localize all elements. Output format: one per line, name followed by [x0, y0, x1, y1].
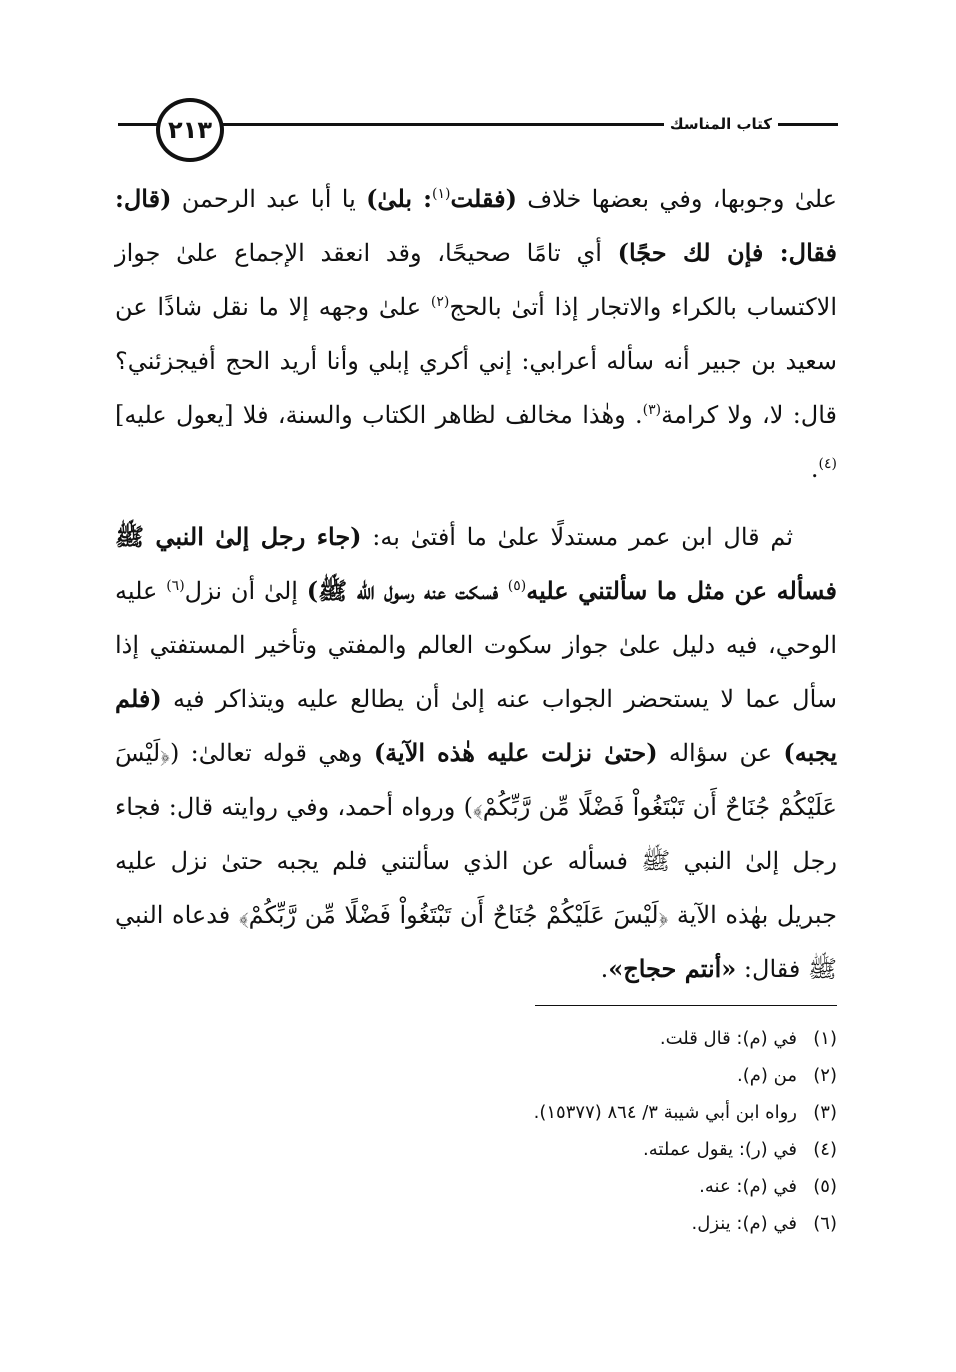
main-text — [115, 172, 837, 996]
hadith-quote: فسكت عنه رسول الله ﷺ) — [306, 576, 508, 605]
footnote — [400, 1020, 837, 1057]
page-header — [118, 95, 838, 159]
footnote-ref: (٢) — [430, 294, 450, 310]
text-run: يا أبا عبد الرحمن — [171, 185, 367, 213]
footnote-text: في (م): عنه. — [699, 1176, 797, 1197]
footnote-ref: (١) — [431, 186, 451, 202]
paragraph-1 — [115, 172, 837, 496]
footnote-text: في (م): قال قلت. — [659, 1028, 797, 1049]
footnote — [400, 1094, 837, 1131]
footnote — [400, 1168, 837, 1205]
footnote-ref: (٦) — [166, 578, 185, 594]
footnote-text: من (م). — [737, 1065, 797, 1086]
footnote — [400, 1205, 837, 1242]
text-run: إلىٰ أن نزل — [184, 577, 307, 605]
hadith-quote: : بلىٰ) — [366, 184, 432, 213]
hadith-quote: (جاء رجل إلىٰ النبي ﷺ فسأله عن مثل ما سألتني عليه — [115, 522, 837, 605]
footnote-ref: (٤) — [818, 456, 837, 472]
text-run: ثم قال ابن عمر مستدلًا علىٰ ما أفتىٰ به: — [361, 523, 794, 551]
page-number: ٢١٣ — [156, 98, 224, 162]
text-run: عليه الوحي، فيه دليل علىٰ جواز سكوت العالم والمفتي وتأخير المستفتي إذا سأل عما لا يستحضر الجواب عنه إلىٰ أن يطالع عليه ويتذاكر فيه — [115, 577, 837, 713]
footnote-number: (٦) — [813, 1213, 837, 1234]
footnote-number: (٥) — [813, 1176, 837, 1197]
text-run: وهي قوله تعالىٰ: — [179, 739, 374, 767]
text-run: . وهٰذا مخالف لظاهر الكتاب والسنة، فلا [يعول عليه] — [115, 401, 643, 429]
text-run: ورواه أحمد، وفي روايته قال: فجاء رجل إلىٰ النبي ﷺ فسأله عن الذي سألتني فلم يجبه حتىٰ نزل عليه جبريل بهٰذه الآية ﴿لَيْسَ عَلَيْكُمْ جُنَاحٌ أَن تَبْتَغُواْ فَضْلًا مِّن رَّبِّكُمْ﴾ فدعاه النبي ﷺ فقال: — [115, 793, 837, 983]
footnote-number: (٤) — [813, 1139, 837, 1160]
footnote-text: في (ر): يقول عملته. — [643, 1139, 797, 1160]
footnote-text: في (م): ينزل. — [691, 1213, 797, 1234]
quran-verse: (﴿لَيْسَ عَلَيْكُمْ جُنَاحٌ أَن تَبْتَغُواْ فَضْلًا مِّن رَّبِّكُمْ﴾) — [115, 739, 837, 821]
footnotes — [400, 1020, 837, 1242]
text-run: . — [810, 455, 819, 483]
text-run: أي تامًا صحيحًا، وقد انعقد الإجماع علىٰ جواز الاكتساب بالكراء والاتجار إذا أتىٰ بالحج — [115, 239, 837, 321]
hadith-quote: (فقلت — [450, 184, 517, 213]
running-header-title: كتاب المناسك — [664, 115, 778, 133]
footnote-text: رواه ابن أبي شيبة ٣/ ٨٦٤ (١٥٣٧٧). — [533, 1102, 797, 1123]
text-run: علىٰ وجوبها، وفي بعضها خلاف — [516, 185, 837, 213]
paragraph-2 — [115, 510, 837, 996]
hadith-quote: (قال: فقال: فإن لك حجًا) — [115, 184, 838, 267]
text-run: عن سؤاله — [657, 739, 784, 767]
footnote-number: (١) — [813, 1028, 837, 1049]
footnote — [400, 1057, 837, 1094]
footnote-number: (٣) — [813, 1102, 837, 1123]
footnote-ref: (٥) — [507, 578, 527, 594]
footnote — [400, 1131, 837, 1168]
text-run: علىٰ وجهه إلا ما نقل شاذًا عن سعيد بن جبير أنه سأله أعرابي: إني أكري إبلي وأنا أريد الحج أفيجزئني؟ قال: لا، ولا كرامة — [115, 293, 838, 429]
footnote-separator — [535, 1005, 837, 1006]
hadith-quote: (حتىٰ نزلت عليه هٰذه الآية) — [373, 738, 658, 767]
footnote-ref: (٣) — [642, 402, 662, 418]
footnote-number: (٢) — [813, 1065, 837, 1086]
text-run: . — [600, 955, 609, 983]
hadith-quote: «أنتم حجاج» — [608, 954, 737, 983]
hadith-quote: (فلم يجبه) — [115, 684, 837, 767]
